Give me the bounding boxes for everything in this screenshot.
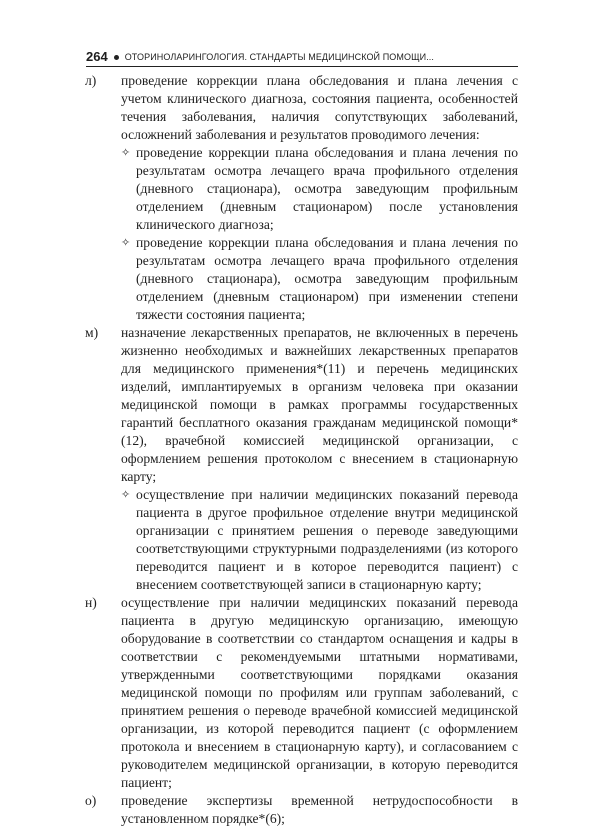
page-body [85, 72, 518, 828]
diamond-bullet-icon: ✧ [121, 146, 131, 159]
list-item-n [85, 594, 518, 792]
sub-item [121, 234, 518, 324]
sub-item [121, 144, 518, 234]
list-item-l [85, 72, 518, 144]
sub-item-text: проведение коррекции плана обследования и плана лечения по результатам осмотра лечащего врача профильного отделения (дневного стационара), осмотра заведующим профильным отделением (дневным стационаром) после установления клинического диагноза; [136, 145, 518, 232]
diamond-bullet-icon: ✧ [121, 236, 131, 249]
sub-item-text: осуществление при наличии медицинских показаний перевода пациента в другое профильное отделение внутри медицинской организации с принятием решения о переводе заведующими соответствующими структурными подразделениями (из которого переводится пациент и в которое переводится пациент) с внесением соответствующей записи в стационарную карту; [136, 487, 518, 592]
list-item-o [85, 792, 518, 828]
running-header [86, 46, 518, 67]
list-marker: н) [85, 595, 97, 610]
list-item-text: проведение коррекции плана обследования и плана лечения с учетом клинического диагноза, состояния пациента, особенностей течения заболевания, наличия сопутствующих заболеваний, осложнений заболевания и результатов проводимого лечения: [121, 73, 518, 142]
list-marker: л) [85, 73, 97, 88]
sub-item [121, 486, 518, 594]
list-item-text: осуществление при наличии медицинских показаний перевода пациента в другую медицинскую организацию, имеющую оборудование в соответствии со стандартом оснащения и кадры в соответствии с рекомендуемыми штатными нормативами, утвержденными соответствующими порядками оказания медицинской помощи по профилям или группам заболеваний, с принятием решения о переводе врачебной комиссией медицинской организации, из которой переводится пациент (с оформлением протокола и внесением в стационарную карту), и согласованием с руководителем медицинской организации, в которую переводится пациент; [121, 595, 518, 790]
list-item-text: назначение лекарственных препаратов, не включенных в перечень жизненно необходимых и важнейших лекарственных препаратов для медицинского применения*(11) и перечень медицинских изделий, имплантируемых в организм человека при оказании медицинской помощи в рамках программы государственных гарантий бесплатного оказания гражданам медицинской помощи*(12), врачебной комиссией медицинской организации, с оформлением решения протоколом с внесением в стационарную карту; [121, 325, 518, 484]
list-item-text: проведение экспертизы временной нетрудоспособности в установленном порядке*(6); [121, 793, 518, 826]
list-item-m [85, 324, 518, 486]
list-marker: о) [85, 793, 97, 808]
list-marker: м) [85, 325, 99, 340]
sub-item-text: проведение коррекции плана обследования и плана лечения по результатам осмотра лечащего врача профильного отделения (дневного стационара), осмотра заведующим профильным отделением (дневным стационаром) при изменении степени тяжести состояния пациента; [136, 235, 518, 322]
header-bullet-icon [114, 55, 119, 60]
diamond-bullet-icon: ✧ [121, 488, 131, 501]
page-number: 264 [86, 49, 108, 64]
running-title: ОТОРИНОЛАРИНГОЛОГИЯ. СТАНДАРТЫ МЕДИЦИНСКОЙ ПОМОЩИ... [124, 52, 435, 62]
